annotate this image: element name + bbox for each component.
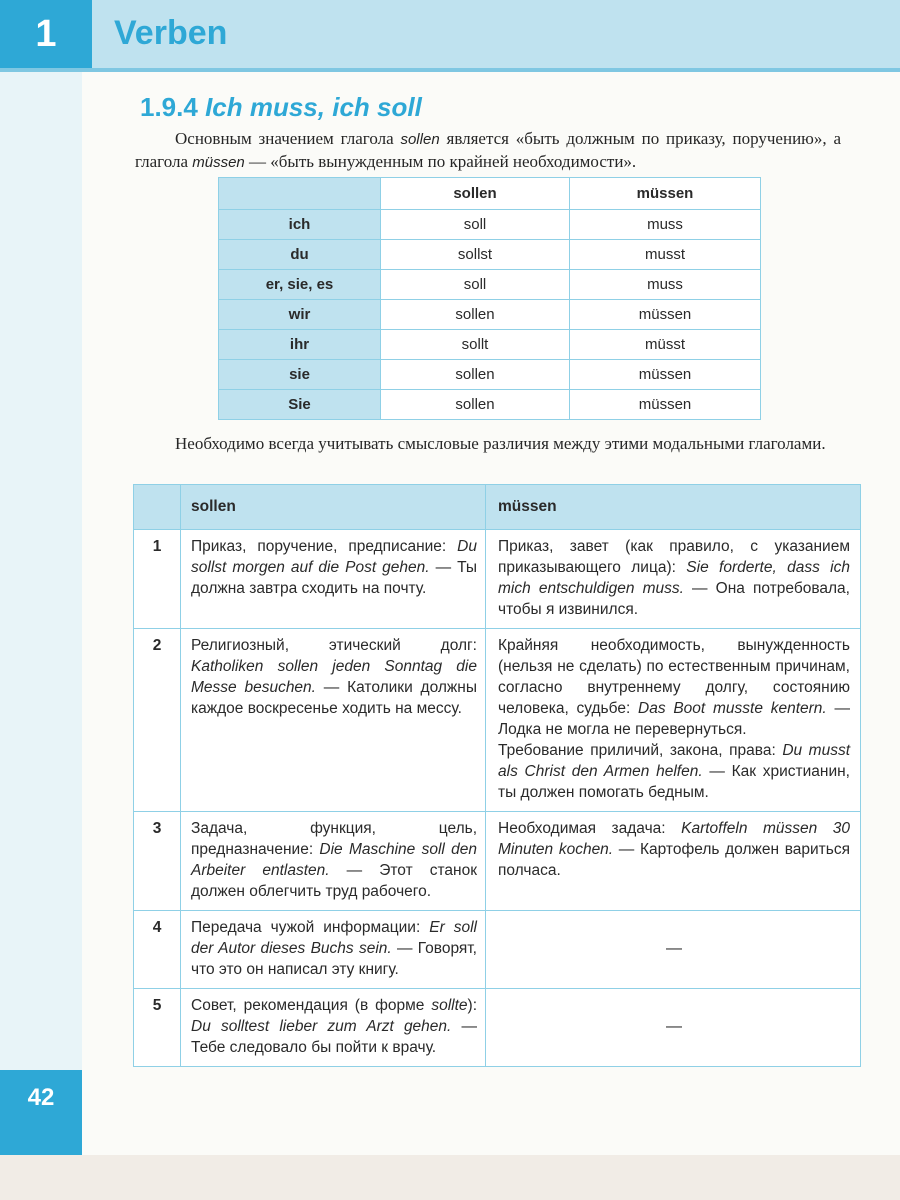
pronoun-cell: er, sie, es (219, 270, 381, 300)
pronoun-cell: ich (219, 210, 381, 240)
table-row (219, 210, 761, 240)
table-row (219, 390, 761, 420)
sollen-meaning (181, 989, 486, 1067)
row-number: 2 (134, 629, 181, 812)
pronoun-cell: Sie (219, 390, 381, 420)
cmp-header-num (134, 485, 181, 530)
header-divider (0, 68, 900, 72)
example-text: Du solltest lieber zum Arzt gehen. (191, 1018, 452, 1035)
intro-text-2: является «быть должным по приказу, поручению», а глагола (135, 129, 841, 171)
meaning-paragraph (498, 740, 850, 803)
example-text: sollte (431, 997, 468, 1014)
sollen-meaning (181, 911, 486, 989)
muessen-meaning (486, 812, 861, 911)
conjugation-header-row (219, 178, 761, 210)
meaning-text: Передача чужой информации: (191, 919, 430, 936)
muessen-empty-dash: — (486, 989, 861, 1067)
row-number: 4 (134, 911, 181, 989)
intro-word-muessen: müssen (192, 154, 245, 171)
chapter-title: Verben (114, 14, 228, 52)
example-text: Das Boot musste kentern. (638, 700, 827, 717)
section-title (140, 92, 422, 123)
sollen-cell: sollen (381, 360, 570, 390)
sollen-cell: sollt (381, 330, 570, 360)
table-row (219, 330, 761, 360)
sollen-meaning (181, 812, 486, 911)
pronoun-cell: du (219, 240, 381, 270)
muessen-cell: muss (570, 270, 761, 300)
page-bottom-edge (0, 1155, 900, 1200)
meaning-text: Совет, рекомендация (в форме (191, 997, 432, 1014)
table-row (134, 911, 861, 989)
example-text: Er soll der Autor dieses Buchs sein. (191, 919, 477, 957)
cmp-header-muessen: müssen (486, 485, 861, 530)
muessen-cell: müsst (570, 330, 761, 360)
muessen-cell: muss (570, 210, 761, 240)
conjugation-table (218, 177, 761, 420)
table-row (219, 240, 761, 270)
example-text: Katholiken sollen jeden Sonntag die Messe besuchen. (191, 658, 477, 696)
intro-text-3: — «быть вынужденным по крайней необходимости». (244, 152, 637, 171)
muessen-cell: müssen (570, 360, 761, 390)
intro-paragraph (135, 128, 841, 174)
cmp-header-sollen: sollen (181, 485, 486, 530)
muessen-cell: müssen (570, 390, 761, 420)
meaning-text: Религиозный, этический долг: (191, 637, 477, 654)
muessen-meaning (486, 629, 861, 812)
section-heading: Ich muss, ich soll (205, 92, 422, 122)
sollen-cell: soll (381, 210, 570, 240)
muessen-meaning (486, 530, 861, 629)
translation-text: — Картофель должен вариться полчаса. (498, 841, 850, 879)
example-text: Die Maschine soll den Arbeiter entlasten. (191, 841, 477, 879)
sollen-cell: sollen (381, 300, 570, 330)
sollen-cell: sollst (381, 240, 570, 270)
muessen-cell: musst (570, 240, 761, 270)
comparison-header-row (134, 485, 861, 530)
sollen-meaning (181, 530, 486, 629)
sollen-cell: soll (381, 270, 570, 300)
meaning-text: Задача, функция, цель, предназначение: (191, 820, 477, 858)
meaning-text: Приказ, завет (как правило, с указанием приказывающего лица): (498, 538, 850, 576)
muessen-empty-dash: — (486, 911, 861, 989)
intro-text-1: Основным значением глагола (175, 129, 401, 148)
table-row (219, 360, 761, 390)
table-row (134, 989, 861, 1067)
translation-text: — Тебе следовало бы пойти к врачу. (191, 1018, 478, 1056)
row-number: 5 (134, 989, 181, 1067)
translation-text: — Католики должны каждое воскресенье ходить на мессу. (191, 679, 477, 717)
note-paragraph: Необходимо всегда учитывать смысловые различия между этими модальными глаголами. (175, 434, 826, 453)
table-row (219, 270, 761, 300)
translation-text: — Ты должна завтра сходить на почту. (191, 559, 478, 597)
sollen-cell: sollen (381, 390, 570, 420)
translation-text: — Она потребовала, чтобы я извинился. (498, 580, 850, 618)
example-text: Du musst als Christ den Armen helfen. (498, 742, 850, 780)
row-number: 3 (134, 812, 181, 911)
example-text: Kartoffeln müssen 30 Minuten kochen. (498, 820, 850, 858)
section-number: 1.9.4 (140, 92, 198, 122)
left-margin-bar (0, 0, 82, 1155)
meaning-paragraph (498, 635, 850, 740)
meaning-text: Приказ, поручение, предписание: (191, 538, 458, 555)
table-row (134, 629, 861, 812)
example-text: Du sollst morgen auf die Post gehen. (191, 538, 477, 576)
translation-text: — Лодка не могла не перевернуться. (498, 700, 850, 738)
sollen-meaning (181, 629, 486, 812)
pronoun-cell: sie (219, 360, 381, 390)
table-row (134, 812, 861, 911)
table-row (134, 530, 861, 629)
pronoun-cell: ihr (219, 330, 381, 360)
chapter-number: 1 (0, 0, 92, 68)
translation-text: — Этот станок должен облегчить труд рабочего. (191, 862, 478, 900)
translation-text: ): (467, 997, 477, 1014)
translation-text: — Как христианин, ты должен помогать бедным. (498, 763, 850, 801)
row-number: 1 (134, 530, 181, 629)
translation-text: — Говорят, что это он написал эту книгу. (191, 940, 477, 978)
muessen-cell: müssen (570, 300, 761, 330)
comparison-table (133, 484, 861, 1067)
intro-word-sollen: sollen (400, 131, 440, 148)
meaning-text: Необходимая задача: (498, 820, 682, 837)
page-number: 42 (0, 1070, 82, 1155)
conj-header-muessen: müssen (570, 178, 761, 210)
example-text: Sie forderte, dass ich mich entschuldigen muss. (498, 559, 850, 597)
conj-header-sollen: sollen (381, 178, 570, 210)
meaning-text: Крайняя необходимость, вынужденность (нельзя не сделать) по естественным причинам, согласно внутреннему долгу, состоянию человека, судьбе: (498, 637, 850, 717)
meaning-text: Требование приличий, закона, права: (498, 742, 783, 759)
conj-header-empty (219, 178, 381, 210)
pronoun-cell: wir (219, 300, 381, 330)
table-row (219, 300, 761, 330)
